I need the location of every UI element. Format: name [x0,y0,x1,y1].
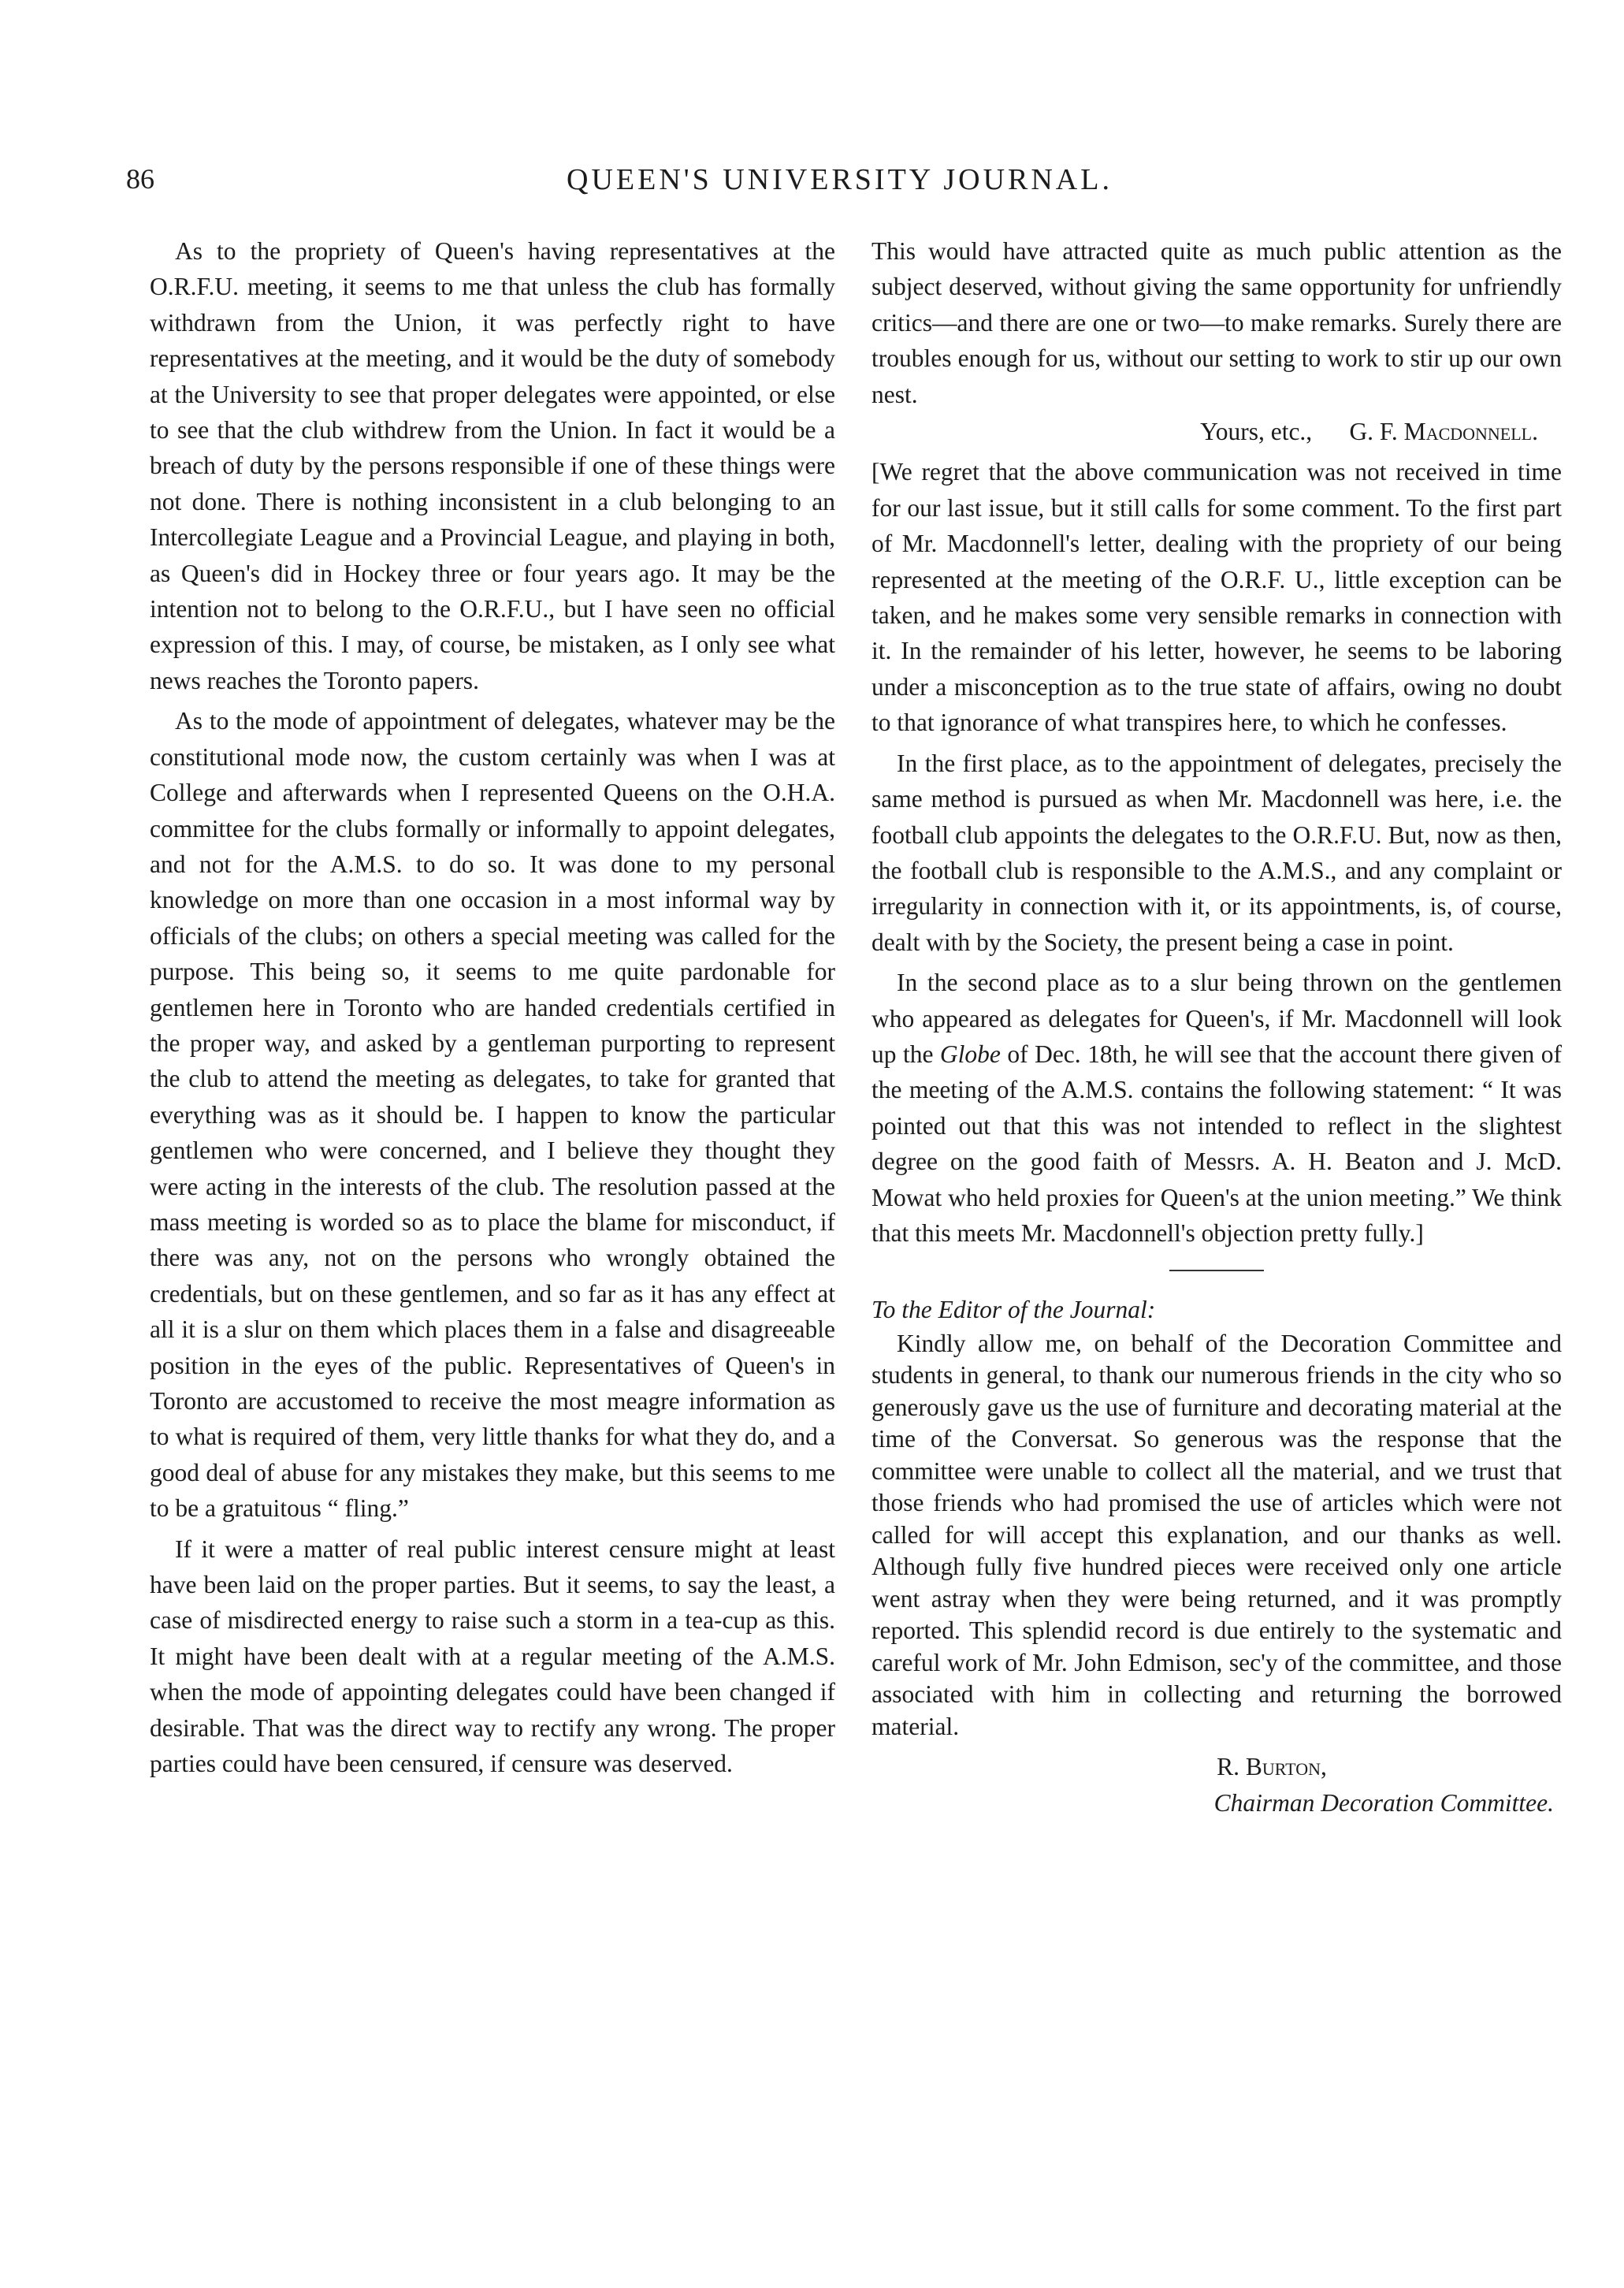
signoff-name: G. F. Macdonnell. [1349,418,1538,446]
letter-paragraph-3: If it were a matter of real public interest censure might at least have been laid on the proper parties. But it seems, to say the least, a case of misdirected energy to raise such a storm in a tea-cup as this. It might have been dealt with at a regular meeting of the A.M.S. when the mode of appointing delegates could have been changed if desirable. That was the direct way to rectify any wrong. The proper parties could have been censured, if censure was deserved. [150,1535,835,1778]
right-column [871,233,1562,1821]
signoff-prefix: Yours, etc., [1200,418,1313,446]
letter-salutation: To the Editor of the Journal: [871,1296,1156,1324]
letter-signature-title: Chairman Decoration Committee. [1213,1788,1554,1817]
editorial-text-after: of Dec. 18th, he will see that the account there given of the meeting of the A.M.S. contains the following statement: “ It was pointed out that this was not intended to reflect in the slightest degree on the good faith of Messrs. A. H. Beaton and J. McD. Mowat who held proxies for Queen's at the union meeting.” We think that this meets Mr. Macdonnell's objection pretty fully.] [871,1040,1563,1247]
editorial-paragraph-3 [871,965,1562,1251]
letter-signoff [871,414,1562,449]
letter-signature: R. Burton, [1217,1753,1327,1781]
page-number: 86 [126,163,154,195]
editorial-text-before: In the second place as to a slur being thrown on the gentlemen who appeared as delegates for Queen's, if Mr. Macdonnell will look up the [871,969,1562,1068]
editorial-paragraph-1: [We regret that the above communication was not received in time for our last issue, but it still calls for some comment. To the first part of Mr. Macdonnell's letter, dealing with the propriety of our being represented at the meeting of the O.R.F. U., little exception can be taken, and he makes some very sensible remarks in connection with it. In the remainder of his letter, however, he seems to be laboring under a misconception as to the true state of affairs, owing no doubt to that ignorance of what transpires here, to which he confesses. [871,458,1562,737]
left-column [150,233,835,1781]
thanks-letter-body: Kindly allow me, on behalf of the Decoration Committee and students in general, to thank our numerous friends in the city who so generously gave us the use of furniture and decorating material at the time of the Conversat. So generous was the response that the committee were unable to collect all the material, and we trust that those friends who had promised the use of articles which were not called for will accept this explanation, and our thanks as well. Although fully five hundred pieces were received only one article went astray when they were being returned, and it was promptly reported. This splendid record is due entirely to the systematic and careful work of Mr. John Edmison, sec'y of the committee, and those associated with him in collecting and returning the borrowed material. [871,1329,1562,1740]
globe-title: Globe [939,1040,1001,1068]
letter-paragraph-2: As to the mode of appointment of delegates, whatever may be the constitutional mode now, the custom certainly was when I was at College and afterwards when I represented Queens on the O.H.A. committee for the clubs formally or informally to appoint delegates, and not for the A.M.S. to do so. It was done to my personal knowledge on more than one occasion in a most informal way by officials of the clubs; on others a special meeting was called for the purpose. This being so, it seems to me quite pardonable for gentlemen here in Toronto who are handed credentials certified in the proper way, and asked by a gentleman purporting to represent the club to attend the meeting as delegates, to take for granted that everything was as it should be. I happen to know the particular gentlemen who were concerned, and I believe they thought they were acting in the interests of the club. The resolution passed at the mass meeting is worded so as to place the blame for misconduct, if there was any, not on the persons who wrongly obtained the credentials, but on these gentlemen, and so far as it has any effect at all it is a slur on them which places them in a false and disagreeable position in the eyes of the public. Representatives of Queen's in Toronto are accustomed to receive the most meagre information as to what is required of them, very little thanks for what they do, and a good deal of abuse for any mistakes they make, but this seems to me to be a gratuitous “ fling.” [150,707,835,1523]
letter-continuation: This would have attracted quite as much public attention as the subject deserved, without giving the same opportunity for unfriendly critics—and there are one or two—to make remarks. Surely there are troubles enough for us, without our setting to work to stir up our own nest. [871,237,1562,408]
page-header [126,162,1553,210]
letter-paragraph-1: As to the propriety of Queen's having representatives at the O.R.F.U. meeting, it seems to me that unless the club has formally withdrawn from the Union, it was perfectly right to have representatives at the meeting, and it would be the duty of somebody at the University to see that proper delegates were appointed, or else to see that the club withdrew from the Union. In fact it would be a breach of duty by the persons responsible if one of these things were not done. There is nothing inconsistent in a club belonging to an Intercollegiate League and a Provincial League, and playing in both, as Queen's did in Hockey three or four years ago. It may be the intention not to belong to the O.R.F.U., but I have seen no official expression of this. I may, of course, be mistaken, as I only see what news reaches the Toronto papers. [150,237,835,694]
section-divider [1169,1270,1264,1271]
running-title: QUEEN'S UNIVERSITY JOURNAL. [567,163,1113,196]
editorial-paragraph-2: In the first place, as to the appointment of delegates, precisely the same method is pursued as when Mr. Macdonnell was here, i.e. the football club appoints the delegates to the O.R.F.U. But, now as then, the football club is responsible to the A.M.S., and any complaint or irregularity in connection with it, or its appointments, is, of course, dealt with by the Society, the present being a case in point. [871,749,1562,956]
